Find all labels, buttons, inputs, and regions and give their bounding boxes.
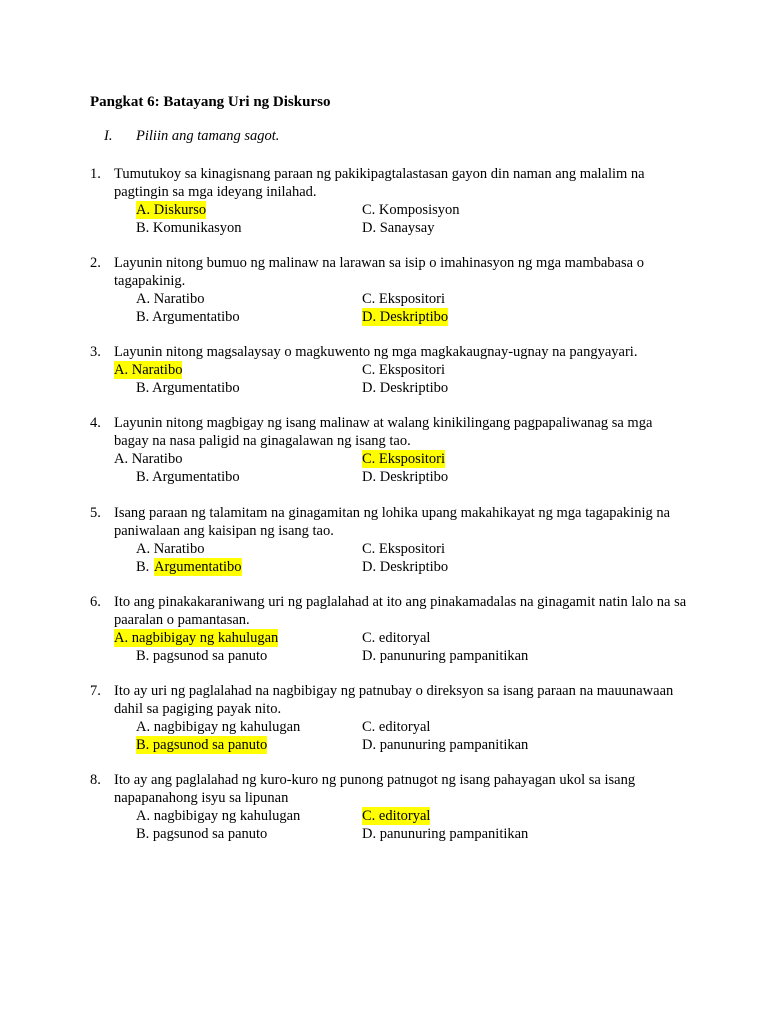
question-text: Ito ang pinakakaraniwang uri ng paglalahad at ito ang pinakamadalas na ginagamit natin lalo na sa paaralan o pamantasan. bbox=[114, 594, 687, 628]
question-number: 2. bbox=[90, 255, 101, 271]
question-3 bbox=[90, 343, 690, 397]
question-number: 1. bbox=[90, 166, 101, 182]
question-2 bbox=[90, 254, 690, 326]
question-text: Ito ay ang paglalahad ng kuro-kuro ng punong patnugot ng isang pahayagan ukol sa isang napapanahong isyu sa lipunan bbox=[114, 772, 636, 806]
question-number: 7. bbox=[90, 683, 101, 699]
option-a-highlighted: A. Naratibo bbox=[114, 362, 183, 378]
question-6 bbox=[90, 593, 690, 665]
option-c: C. Komposisyon bbox=[362, 202, 460, 218]
option-d: D. Deskriptibo bbox=[362, 469, 449, 485]
option-b: B. Argumentatibo bbox=[136, 469, 240, 485]
section-numeral: I. bbox=[104, 128, 113, 144]
option-b-highlighted: Argumentatibo bbox=[154, 559, 242, 575]
answer-options bbox=[114, 290, 690, 326]
question-text: Layunin nitong magsalaysay o magkuwento ng mga magkakaugnay-ugnay na pangyayari. bbox=[114, 344, 638, 360]
question-5 bbox=[90, 504, 690, 576]
answer-options bbox=[114, 361, 690, 397]
page-title: Pangkat 6: Batayang Uri ng Diskurso bbox=[90, 94, 331, 110]
option-c: C. editoryal bbox=[362, 719, 431, 735]
option-b: B. Argumentatibo bbox=[136, 309, 240, 325]
option-c: C. Ekspositori bbox=[362, 291, 445, 307]
option-b: B. pagsunod sa panuto bbox=[136, 648, 268, 664]
option-d: D. panunuring pampanitikan bbox=[362, 826, 529, 842]
question-text: Isang paraan ng talamitam na ginagamitan ng lohika upang makahikayat ng mga tagapakinig na paniwalaan ang kaisipan ng isang tao. bbox=[114, 505, 671, 539]
question-text: Ito ay uri ng paglalahad na nagbibigay ng patnubay o direksyon sa isang paraan na mauunawaan dahil sa pagiging payak nito. bbox=[114, 683, 674, 717]
option-a-highlighted: A. nagbibigay ng kahulugan bbox=[114, 630, 279, 646]
question-7 bbox=[90, 682, 690, 754]
question-text: Tumutukoy sa kinagisnang paraan ng pakikipagtalastasan gayon din naman ang malalim na pagtingin sa mga ideyang inilahad. bbox=[114, 166, 645, 200]
option-a: A. Naratibo bbox=[114, 451, 183, 467]
option-a: A. Naratibo bbox=[136, 291, 205, 307]
question-number: 5. bbox=[90, 505, 101, 521]
option-b-letter: B. bbox=[136, 559, 150, 575]
option-a: A. nagbibigay ng kahulugan bbox=[136, 719, 301, 735]
question-number: 8. bbox=[90, 772, 101, 788]
option-d: D. panunuring pampanitikan bbox=[362, 648, 529, 664]
question-text: Layunin nitong bumuo ng malinaw na larawan sa isip o imahinasyon ng mga mambabasa o tagapakinig. bbox=[114, 255, 644, 289]
question-8 bbox=[90, 771, 690, 843]
option-d: D. Deskriptibo bbox=[362, 559, 449, 575]
answer-options bbox=[114, 718, 690, 754]
option-c: C. Ekspositori bbox=[362, 362, 445, 378]
option-d: D. Deskriptibo bbox=[362, 380, 449, 396]
question-number: 3. bbox=[90, 344, 101, 360]
option-d: D. panunuring pampanitikan bbox=[362, 737, 529, 753]
option-c-highlighted: C. Ekspositori bbox=[362, 451, 445, 467]
question-number: 4. bbox=[90, 415, 101, 431]
option-a: A. Naratibo bbox=[136, 541, 205, 557]
section-instruction: Piliin ang tamang sagot. bbox=[136, 128, 280, 144]
question-1 bbox=[90, 165, 690, 237]
option-b: B. pagsunod sa panuto bbox=[136, 826, 268, 842]
answer-options bbox=[114, 540, 690, 576]
answer-options bbox=[114, 450, 690, 486]
answer-options bbox=[114, 807, 690, 843]
section-heading bbox=[104, 128, 279, 145]
option-b-highlighted: B. pagsunod sa panuto bbox=[136, 737, 268, 753]
option-a-highlighted: A. Diskurso bbox=[136, 202, 207, 218]
option-b: B. Argumentatibo bbox=[136, 380, 240, 396]
question-number: 6. bbox=[90, 594, 101, 610]
answer-options bbox=[114, 629, 690, 665]
option-a: A. nagbibigay ng kahulugan bbox=[136, 808, 301, 824]
question-4 bbox=[90, 414, 690, 486]
question-text: Layunin nitong magbigay ng isang malinaw at walang kinikilingang pagpapaliwanag sa mga bagay na nasa paligid na ginagalawan ng isang tao. bbox=[114, 415, 653, 449]
answer-options bbox=[114, 201, 690, 237]
option-c-highlighted: C. editoryal bbox=[362, 808, 431, 824]
option-d: D. Sanaysay bbox=[362, 220, 435, 236]
option-c: C. Ekspositori bbox=[362, 541, 445, 557]
option-b: B. Komunikasyon bbox=[136, 220, 242, 236]
option-c: C. editoryal bbox=[362, 630, 431, 646]
option-d-highlighted: D. Deskriptibo bbox=[362, 309, 449, 325]
